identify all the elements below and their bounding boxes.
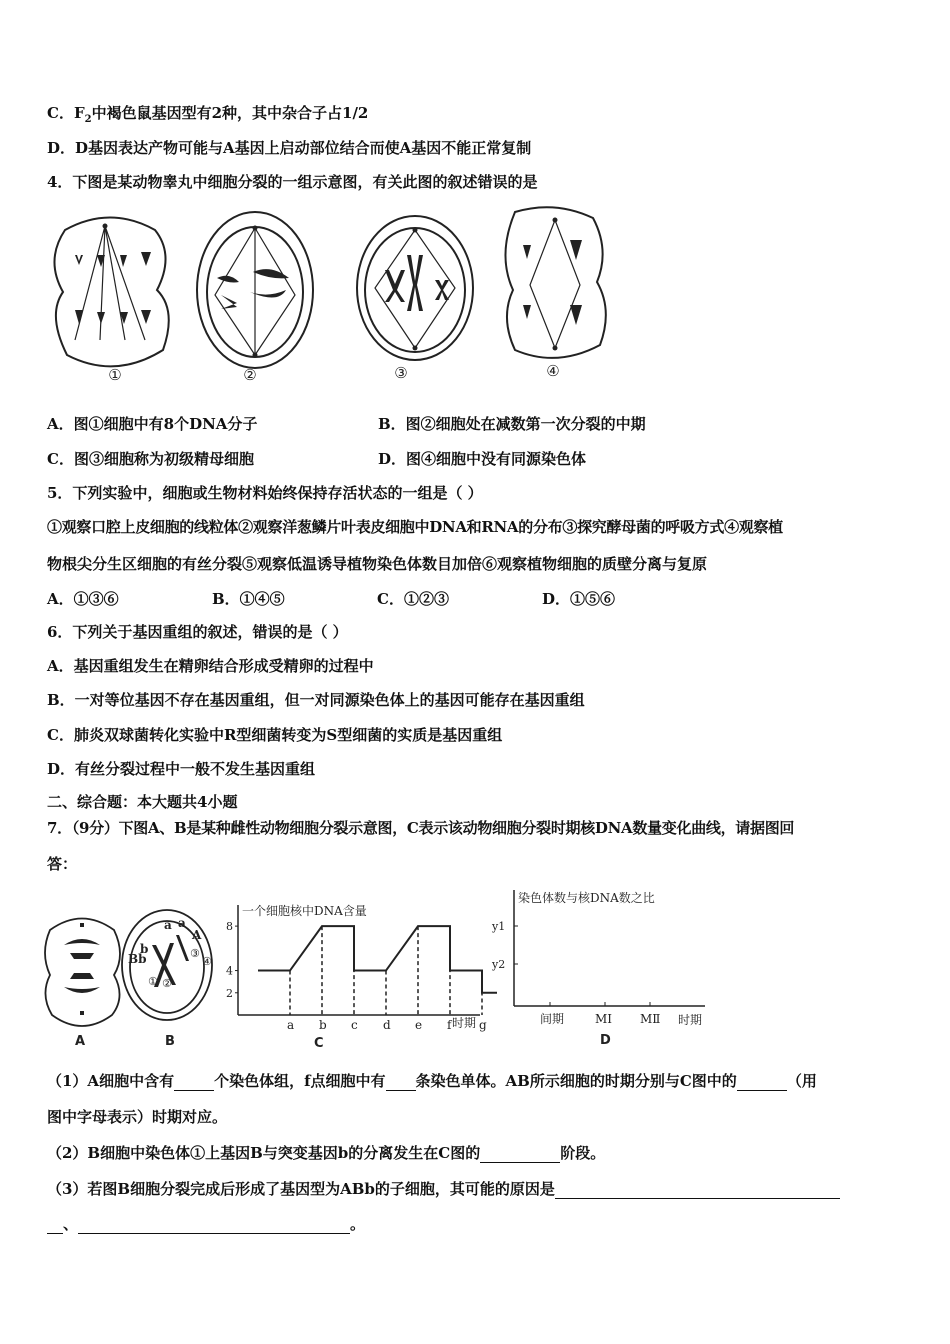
question-6: 6．下列关于基因重组的叙述，错误的是（ ）: [47, 623, 348, 641]
question-5: 5．下列实验中，细胞或生物材料始终保持存活状态的一组是（ ）: [47, 484, 483, 502]
option-d-line: D．D基因表达产物可能与A基因上启动部位结合而使A基因不能正常复制: [47, 139, 532, 157]
b-num-4: ④: [202, 955, 212, 968]
q4-option-d: D．图④细胞中没有同源染色体: [378, 450, 587, 468]
chart-c-xtick-g: g: [479, 1018, 487, 1032]
b-gene-2: a: [164, 918, 172, 932]
q7-part3-line1: （3）若图B细胞分裂完成后形成了基因型为ABb的子细胞，其可能的原因是: [47, 1179, 840, 1199]
chart-d-xtick-label: MⅠ: [595, 1012, 613, 1026]
section-2-heading: 二、综合题：本大题共4小题: [47, 793, 238, 811]
chart-c-ytick-label: 2: [226, 986, 233, 1000]
q4-option-a: A．图①细胞中有8个DNA分子: [47, 415, 258, 433]
chart-d-ytick-label: y1: [492, 920, 506, 933]
q5-stem-line1: ①观察口腔上皮细胞的线粒体②观察洋葱鳞片叶表皮细胞中DNA和RNA的分布③探究酵母菌的呼吸方式④观察植: [47, 518, 783, 536]
chart-d-xtick-label: MⅡ: [640, 1012, 661, 1026]
chart-c-xtick-d: d: [383, 1018, 391, 1032]
chart-d: [490, 882, 720, 1047]
q5-option-c: C．①②③: [377, 590, 449, 608]
chart-c-xlabel: 时期: [452, 1016, 477, 1030]
b-num-3: ③: [190, 947, 200, 960]
chart-d-title: 染色体数与核DNA数之比: [518, 891, 655, 905]
q6-option-c: C．肺炎双球菌转化实验中R型细菌转变为S型细菌的实质是基因重组: [47, 726, 503, 744]
label-d: D: [600, 1033, 611, 1047]
blank-6[interactable]: [78, 1217, 350, 1234]
blank-3[interactable]: [737, 1074, 787, 1091]
chart-d-xtick-label: 间期: [540, 1012, 565, 1026]
chart-c-title: 一个细胞核中DNA含量: [242, 904, 367, 918]
fig4-label-2: ②: [243, 366, 257, 384]
chart-c-xtick-e: e: [415, 1018, 423, 1032]
chart-c-series-line: [258, 926, 497, 993]
label-c: C: [314, 1036, 324, 1050]
blank-4[interactable]: [480, 1146, 560, 1163]
q7-part3-line2: 、 。: [47, 1214, 365, 1234]
q7-part1-line1: （1）A细胞中含有 个染色体组，f点细胞中有 条染色单体。AB所示细胞的时期分别与C图中的 （用: [47, 1072, 817, 1090]
blank-2[interactable]: [386, 1074, 416, 1091]
q7-part1-line2: 图中字母表示）时期对应。: [47, 1108, 228, 1126]
q6-option-d: D．有丝分裂过程中一般不发生基因重组: [47, 760, 316, 778]
chart-d-ytick-label: y2: [492, 958, 506, 971]
chart-c: [222, 895, 497, 1050]
b-num-1: ①: [148, 975, 158, 988]
chart-c-xtick-a: a: [287, 1018, 295, 1032]
fig4-label-3: ③: [394, 364, 408, 382]
question-4: 4．下图是某动物睾丸中细胞分裂的一组示意图，有关此图的叙述错误的是: [47, 173, 538, 191]
chart-d-xlabel: 时期: [678, 1013, 703, 1027]
q5-stem-line2: 物根尖分生区细胞的有丝分裂⑤观察低温诱导植物染色体数目加倍⑥观察植物细胞的质壁分离与复原: [47, 555, 708, 573]
b-gene-3: a: [178, 916, 186, 930]
b-gene-4: A: [192, 928, 202, 942]
q6-option-a: A．基因重组发生在精卵结合形成受精卵的过程中: [47, 657, 374, 675]
q7-cells-ab: [42, 905, 222, 1050]
option-c-line: C．$F_2$中褐色鼠基因型有2种，其中杂合子占1/2: [47, 104, 369, 125]
b-gene-1: b: [140, 942, 149, 956]
question-7-line2: 答：: [47, 855, 78, 873]
chart-c-ytick-label: 4: [226, 964, 233, 978]
chart-c-ytick-label: 8: [226, 920, 233, 934]
chart-c-xtick-b: b: [319, 1018, 327, 1032]
b-genes-label: Bb: [128, 952, 147, 966]
cell-4-outline: [505, 207, 605, 358]
q7-part2: （2）B细胞中染色体①上基因B与突变基因b的分离发生在C图的 阶段。: [47, 1144, 606, 1162]
q4-figure: [45, 200, 615, 395]
q5-option-d: D．①⑤⑥: [542, 590, 616, 608]
label-b: B: [165, 1034, 175, 1049]
question-7-line1: 7．（9分）下图A、B是某种雌性动物细胞分裂示意图，C表示该动物细胞分裂时期核DNA数量变化曲线，请据图回: [47, 819, 795, 837]
blank-5[interactable]: [555, 1182, 840, 1199]
q6-option-b: B．一对等位基因不存在基因重组，但一对同源染色体上的基因可能存在基因重组: [47, 691, 585, 709]
q4-option-c: C．图③细胞称为初级精母细胞: [47, 450, 254, 468]
q5-option-b: B．①④⑤: [212, 590, 285, 608]
fig4-label-4: ④: [546, 362, 560, 380]
blank-5-cont[interactable]: [47, 1217, 63, 1234]
q4-option-b: B．图②细胞处在减数第一次分裂的中期: [378, 415, 646, 433]
q5-option-a: A．①③⑥: [47, 590, 119, 608]
fig4-label-1: ①: [108, 366, 122, 384]
cell-a-outline: [45, 919, 120, 1027]
b-num-2: ②: [162, 977, 172, 990]
blank-1[interactable]: [174, 1074, 214, 1091]
label-a: A: [74, 1034, 86, 1049]
cell-1-outline: [54, 218, 168, 367]
chart-c-xtick-f: f: [447, 1018, 452, 1032]
chart-c-xtick-c: c: [351, 1018, 358, 1032]
